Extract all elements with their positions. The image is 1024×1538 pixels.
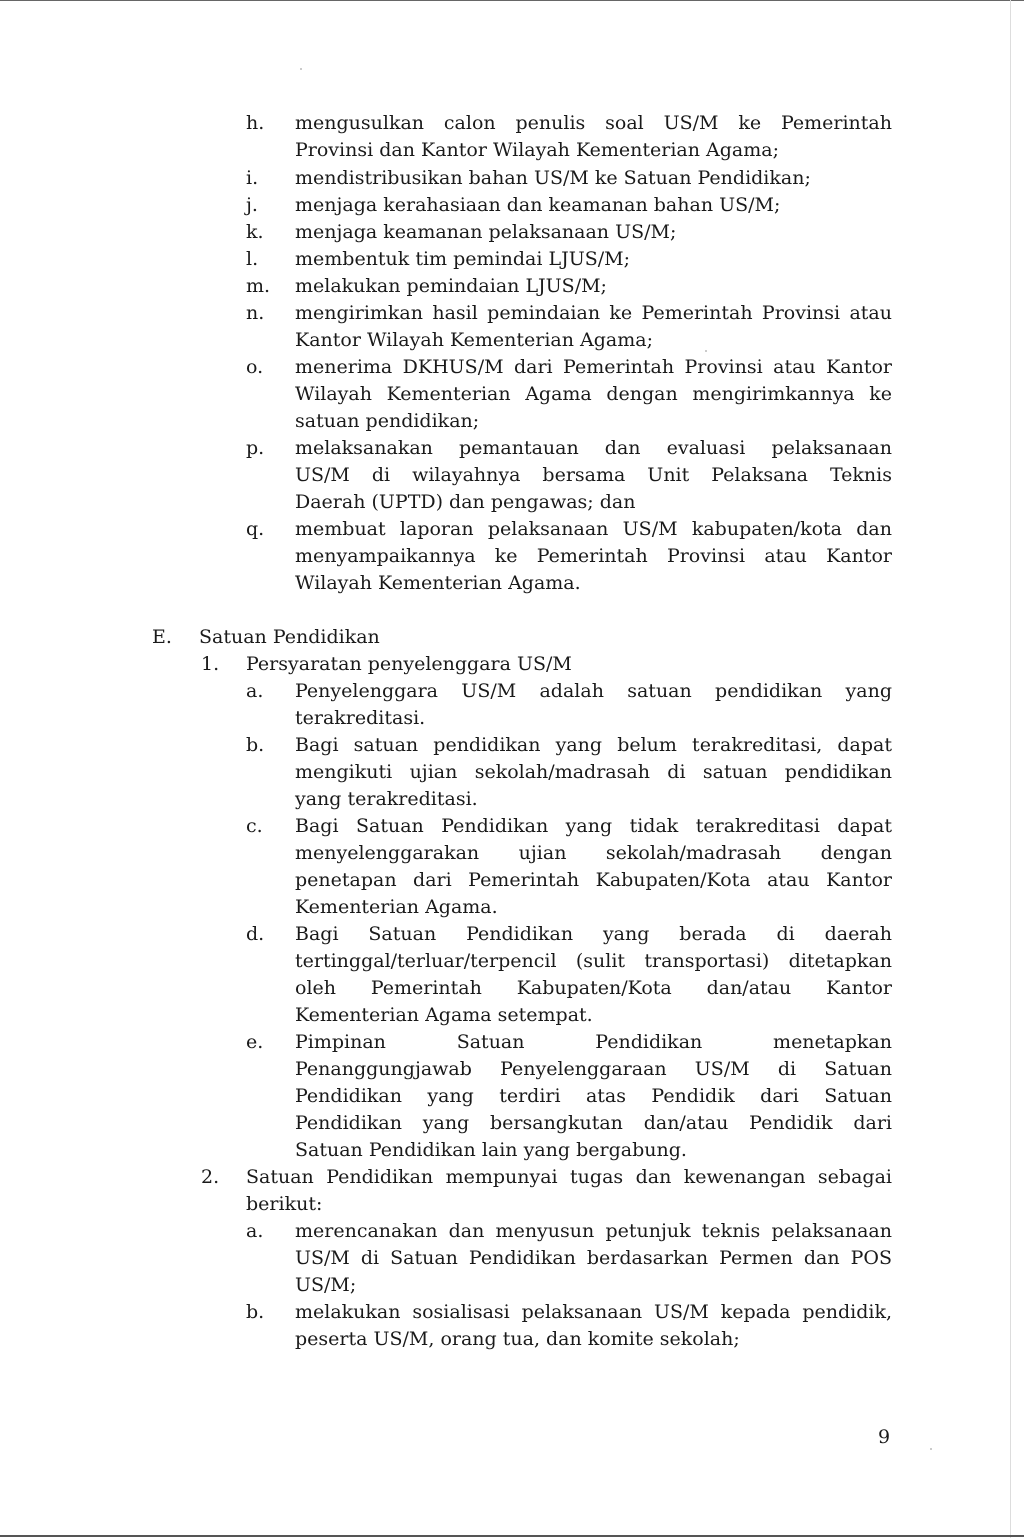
- list-item-text: satuan pendidikan;: [295, 410, 480, 432]
- subsection-text: berikut:: [246, 1193, 323, 1215]
- subsection-title: Persyaratan penyelenggara US/M: [246, 653, 572, 675]
- list-item-text: Penyelenggara US/M adalah satuan pendidikan yang: [295, 680, 892, 702]
- list-item-text: Kementerian Agama.: [295, 896, 498, 918]
- list-item-text: Penanggungjawab Penyelenggaraan US/M di Satuan: [295, 1058, 892, 1080]
- list-marker: n.: [246, 302, 265, 324]
- scan-edge-bottom: [0, 1535, 1024, 1537]
- list-item-text: mendistribusikan bahan US/M ke Satuan Pendidikan;: [295, 167, 811, 189]
- list-marker: l.: [246, 248, 259, 270]
- list-marker: a.: [246, 1220, 264, 1242]
- list-item-text: membentuk tim pemindai LJUS/M;: [295, 248, 630, 270]
- list-item-text: oleh Pemerintah Kabupaten/Kota dan/atau Kantor: [295, 977, 892, 999]
- list-item-text: Pimpinan Satuan Pendidikan menetapkan: [295, 1031, 892, 1053]
- list-marker: d.: [246, 923, 265, 945]
- list-item-text: tertinggal/terluar/terpencil (sulit transportasi) ditetapkan: [295, 950, 892, 972]
- list-item-text: mengusulkan calon penulis soal US/M ke Pemerintah: [295, 112, 892, 134]
- list-marker: c.: [246, 815, 263, 837]
- list-marker: o.: [246, 356, 264, 378]
- list-item-text: Pendidikan yang terdiri atas Pendidik dari Satuan: [295, 1085, 892, 1107]
- list-item-text: Satuan Pendidikan lain yang bergabung.: [295, 1139, 687, 1161]
- list-marker: p.: [246, 437, 265, 459]
- list-item-text: menerima DKHUS/M dari Pemerintah Provinsi atau Kantor: [295, 356, 892, 378]
- list-item-text: US/M di wilayahnya bersama Unit Pelaksana Teknis: [295, 464, 892, 486]
- section-title: Satuan Pendidikan: [199, 626, 380, 648]
- list-item-text: penetapan dari Pemerintah Kabupaten/Kota atau Kantor: [295, 869, 892, 891]
- scan-edge-right: [1010, 0, 1011, 1538]
- list-item-text: Pendidikan yang bersangkutan dan/atau Pendidik dari: [295, 1112, 892, 1134]
- list-item-text: Bagi Satuan Pendidikan yang tidak terakreditasi dapat: [295, 815, 892, 837]
- list-item-text: mengikuti ujian sekolah/madrasah di satuan pendidikan: [295, 761, 892, 783]
- list-item-text: Wilayah Kementerian Agama dengan mengirimkannya ke: [295, 383, 892, 405]
- list-item-text: Kantor Wilayah Kementerian Agama;: [295, 329, 653, 351]
- scan-speck: [300, 68, 302, 70]
- list-item-text: Provinsi dan Kantor Wilayah Kementerian Agama;: [295, 139, 779, 161]
- scan-speck: [930, 1448, 932, 1450]
- list-item-text: menyelenggarakan ujian sekolah/madrasah dengan: [295, 842, 892, 864]
- list-item-text: Daerah (UPTD) dan pengawas; dan: [295, 491, 636, 513]
- list-item-text: menjaga kerahasiaan dan keamanan bahan US/M;: [295, 194, 781, 216]
- list-item-text: melaksanakan pemantauan dan evaluasi pelaksanaan: [295, 437, 892, 459]
- list-item-text: membuat laporan pelaksanaan US/M kabupaten/kota dan: [295, 518, 892, 540]
- section-marker: E.: [152, 626, 172, 648]
- subsection-marker: 1.: [201, 653, 220, 675]
- scan-speck: [705, 350, 707, 352]
- subsection-text: Satuan Pendidikan mempunyai tugas dan kewenangan sebagai: [246, 1166, 892, 1188]
- list-item-text: Bagi Satuan Pendidikan yang berada di daerah: [295, 923, 892, 945]
- list-item-text: Wilayah Kementerian Agama.: [295, 572, 581, 594]
- list-marker: h.: [246, 112, 265, 134]
- list-marker: q.: [246, 518, 265, 540]
- list-item-text: yang terakreditasi.: [295, 788, 478, 810]
- scan-edge-top: [0, 0, 1024, 1]
- list-marker: i.: [246, 167, 259, 189]
- list-item-text: terakreditasi.: [295, 707, 426, 729]
- list-item-text: US/M;: [295, 1274, 357, 1296]
- list-marker: k.: [246, 221, 264, 243]
- list-item-text: menjaga keamanan pelaksanaan US/M;: [295, 221, 677, 243]
- list-marker: a.: [246, 680, 264, 702]
- list-item-text: US/M di Satuan Pendidikan berdasarkan Permen dan POS: [295, 1247, 892, 1269]
- subsection-marker: 2.: [201, 1166, 220, 1188]
- list-item-text: menyampaikannya ke Pemerintah Provinsi atau Kantor: [295, 545, 892, 567]
- list-item-text: peserta US/M, orang tua, dan komite sekolah;: [295, 1328, 740, 1350]
- list-item-text: Bagi satuan pendidikan yang belum terakreditasi, dapat: [295, 734, 892, 756]
- list-item-text: merencanakan dan menyusun petunjuk teknis pelaksanaan: [295, 1220, 892, 1242]
- list-item-text: melakukan pemindaian LJUS/M;: [295, 275, 607, 297]
- list-item-text: Kementerian Agama setempat.: [295, 1004, 593, 1026]
- list-marker: b.: [246, 734, 265, 756]
- list-item-text: melakukan sosialisasi pelaksanaan US/M kepada pendidik,: [295, 1301, 892, 1323]
- page-number: 9: [878, 1426, 891, 1448]
- list-marker: e.: [246, 1031, 264, 1053]
- list-marker: b.: [246, 1301, 265, 1323]
- list-marker: j.: [246, 194, 258, 216]
- list-item-text: mengirimkan hasil pemindaian ke Pemerintah Provinsi atau: [295, 302, 892, 324]
- list-marker: m.: [246, 275, 271, 297]
